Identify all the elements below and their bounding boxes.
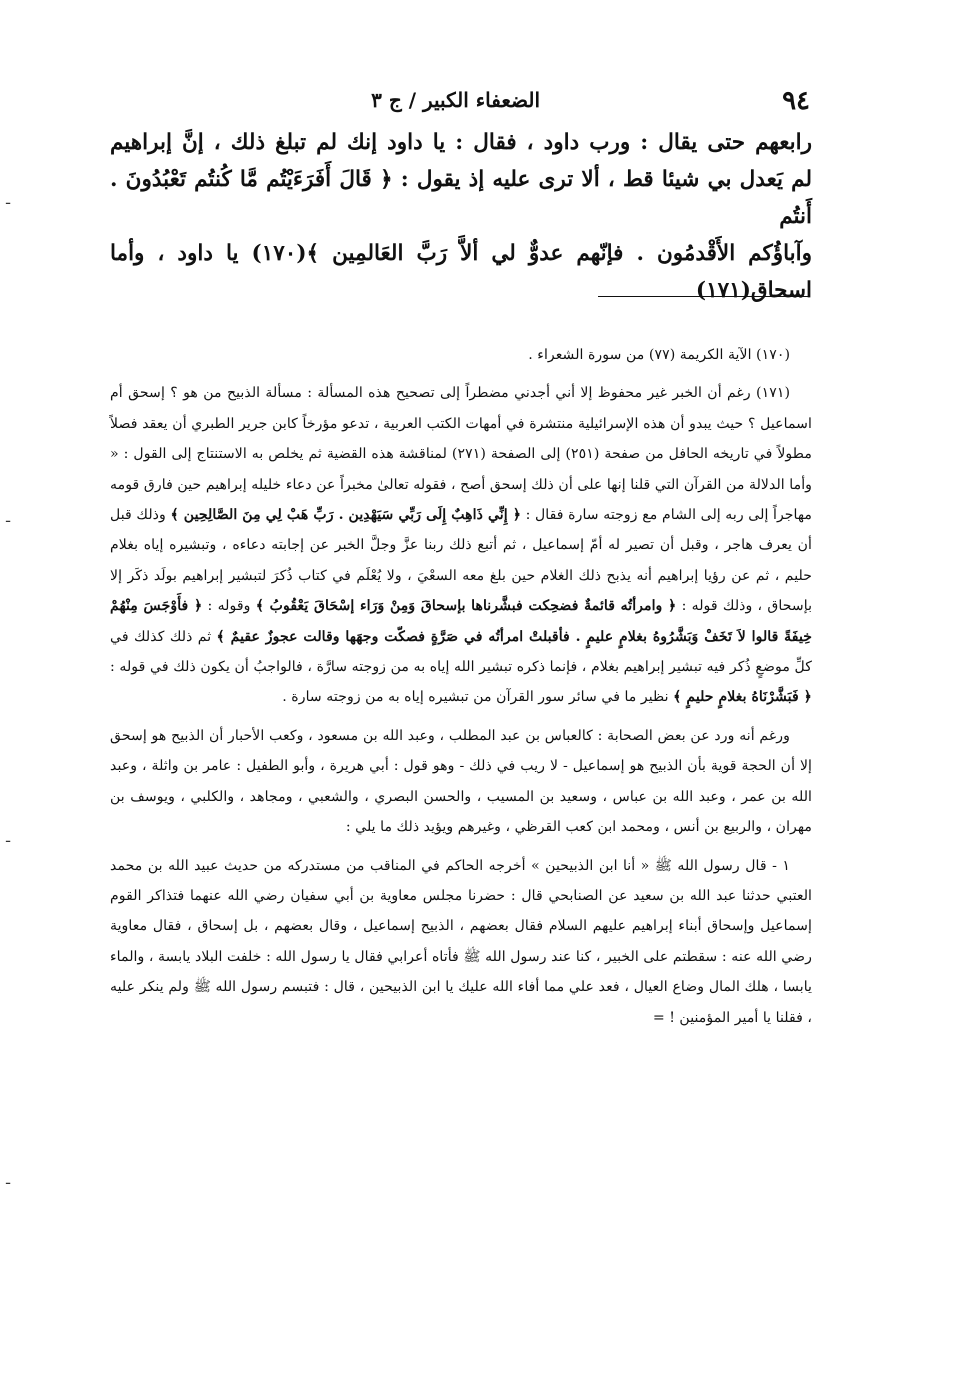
main-line-3-text: (١٧٠) يا داود ، وأما اسحاق(١٧١) — [110, 241, 812, 303]
quran-quote: ﴿ فَبَشَّرْنَاهُ بغلامٍ حليمٍ ﴾ — [673, 689, 812, 706]
margin-mark: ـ — [6, 830, 11, 846]
quran-verse-1: ﴿ قَالَ أَفَرَءَيْتُم مَّا كُنتُم تَعْبُدُونَ . أَنتُم — [110, 167, 812, 229]
hadith-paragraph: ١ - قال رسول الله ﷺ « أنا ابن الذبيحين » أخرجه الحاكم في المناقب من مستدركه من حديث عبيد الله بن محمد العتبي حدثنا عبد الله بن سعيد عن الصنابحي قال : حضرنا مجلس معاوية بن أبي سفيان رضي الله عنهما فتذاكر القوم إسماعيل وإسحاق أبناء إبراهيم عليهم السلام فقال بعضهم ، الذبيح إسماعيل ، وقال بعضهم ، بل إسحاق ، فقال معاوية رضي الله عنه : سقطتم على الخبير ، كنا عند رسول الله ﷺ فأتاه أعرابي فقال يا رسول الله : خلفت البلاد يابسة ، والماء يابسا ، هلك المال وضاع العيال ، فعد علي مما أفاء الله عليك يا ابن الذبيحين ، قال : فتبسم رسول الله ﷺ ولم ينكر عليه ، فقلنا يا أمير المؤمنين ! = — [110, 857, 813, 1026]
footnote-171-text: وذلك قبل أن يعرف هاجر ، وقبل أن تصير له أمّ إسماعيل ، ثم أتبع ذلك ربنا عزَّ وجلَّ الخبر عن إجابته دعاءه ، وتبشيره إياه بغلام حليم ، ثم عن رؤيا إبراهيم أنه يذبح ذلك الغلام حين بلغ معه السعْيَ ، ولا يُعْلَم في كتاب ذُكرَ لتبشير إبراهيم بولَد ذكَر إلا بإسحاق ، وذلك قوله : — [110, 507, 813, 615]
footnotes — [110, 340, 812, 1033]
main-line-3 — [110, 235, 812, 309]
quran-quote: ﴿ فأَوْجَسَ مِنْهُمْ خِيفَةً قالوا لاَ تَخَفْ وَبَشَّرُوهُ بغلامٍ عليمٍ . فأقبلتْ امرأتُه في صَرَّةٍ فصكّت وجهَها وقالت عجوزٌ عقيمٌ ﴾ — [110, 598, 812, 645]
footnote-171-text: نظير ما في سائر سور القرآن من تبشيره إياه به من زوجته سارة . — [282, 689, 674, 706]
main-line-2 — [110, 161, 812, 235]
footnote-171-text: ثم ذلك كذلك في كلِّ موضعٍ ذُكر فيه تبشير إبراهيم بغلام ، فإنما ذكره تبشير الله إياه به من زوجته سارَّة ، فالواجبُ أن يكون ذلك في قوله : — [110, 628, 813, 676]
footnote-171 — [110, 378, 812, 712]
main-line-1: رابعهم حتى يقال : ورب داود ، فقال : يا داود إنك لم تبلغ ذلك ، إنَّ إبراهيم — [110, 130, 812, 155]
footnote-171-text: (١٧١) رغم أن الخبر غير محفوظ إلا أني أجدني مضطراً إلى تصحيح هذه المسألة : مسألة الذبيح من هو ؟ إسحق أم اسماعيل ؟ حيث يبدو أن هذه الإسرائيلية منتشرة في أمهات الكتب العربية ، تدعو مؤرخاً كابن جرير الطبري أن يعقد فصلاً مطولاً في تاريخه الحافل من صفحة (٢٥١) إلى الصفحة (٢٧١) لمناقشة هذه القضية ثم يخلص به الاستنتاج إلى القول : « وأما الدلالة من القرآن التي قلنا إنها على أن ذلك إسحق أصح ، فقوله تعالىٰ مخبراً عن دعاء خليله إبراهيم حين فارق قومه مهاجراً إلى ربه إلى الشام مع زوجته سارة فقال : — [110, 385, 813, 524]
main-line-2-text: لم يَعدل بي شيئا قط ، ألا ترى عليه إذ يقول : — [392, 167, 812, 192]
margin-mark: ـ — [6, 1172, 11, 1188]
page-number: ٩٤ — [782, 86, 810, 116]
quran-verse-2: وآباؤُكم الأَقْدمُون . فإنّهم عدوٌّ لي ألاَّ رَبَّ العَالمِين ﴾ — [306, 241, 813, 266]
footnote-170: (١٧٠) الآية الكريمة (٧٧) من سورة الشعراء . — [528, 347, 790, 363]
margin-mark: ـ — [6, 192, 11, 208]
running-title: الضعفاء الكبير / ج ٣ — [371, 88, 540, 112]
quran-quote: ﴿ وامرأتُه قائمةٌ فضحِكت فبشَّرناها بإسحاقَ وَمِنْ وَرَاء إسْحَاقَ يَعْقُوبُ ﴾ — [255, 598, 677, 615]
footnote-paragraph: ورغم أنه ورد عن بعض الصحابة : كالعباس بن عبد المطلب ، وعبد الله بن مسعود ، وكعب الأحبار أن الذبيح هو إسحق إلا أن الحجة قوية بأن الذبيح هو إسماعيل - لا ريب في ذلك - وهو قول : أبي هريرة ، وأبو الطفيل : عامر بن واثلة ، وعبد الله بن عمر ، وعبد الله بن عباس ، وسعيد بن المسيب ، والحسن البصري ، والشعبي ، ومجاهد ، والكلبي ، ويوسف بن مهران ، والربيع بن أنس ، ومحمد ابن كعب القرظي ، وغيرهم ويؤيد ذلك ما يلي : — [110, 727, 812, 836]
main-text — [110, 124, 812, 309]
footnote-separator — [598, 296, 810, 297]
quran-quote: ﴿ إِنِّي ذَاهِبٌ إِلَى رَبِّي سَيَهْدِين . رَبِّ هَبْ لِي مِنَ الصَّالِحِين ﴾ — [170, 507, 522, 524]
margin-mark: ـ — [6, 510, 11, 526]
page-header — [110, 86, 810, 120]
footnote-171-text: وقوله : — [202, 598, 256, 615]
